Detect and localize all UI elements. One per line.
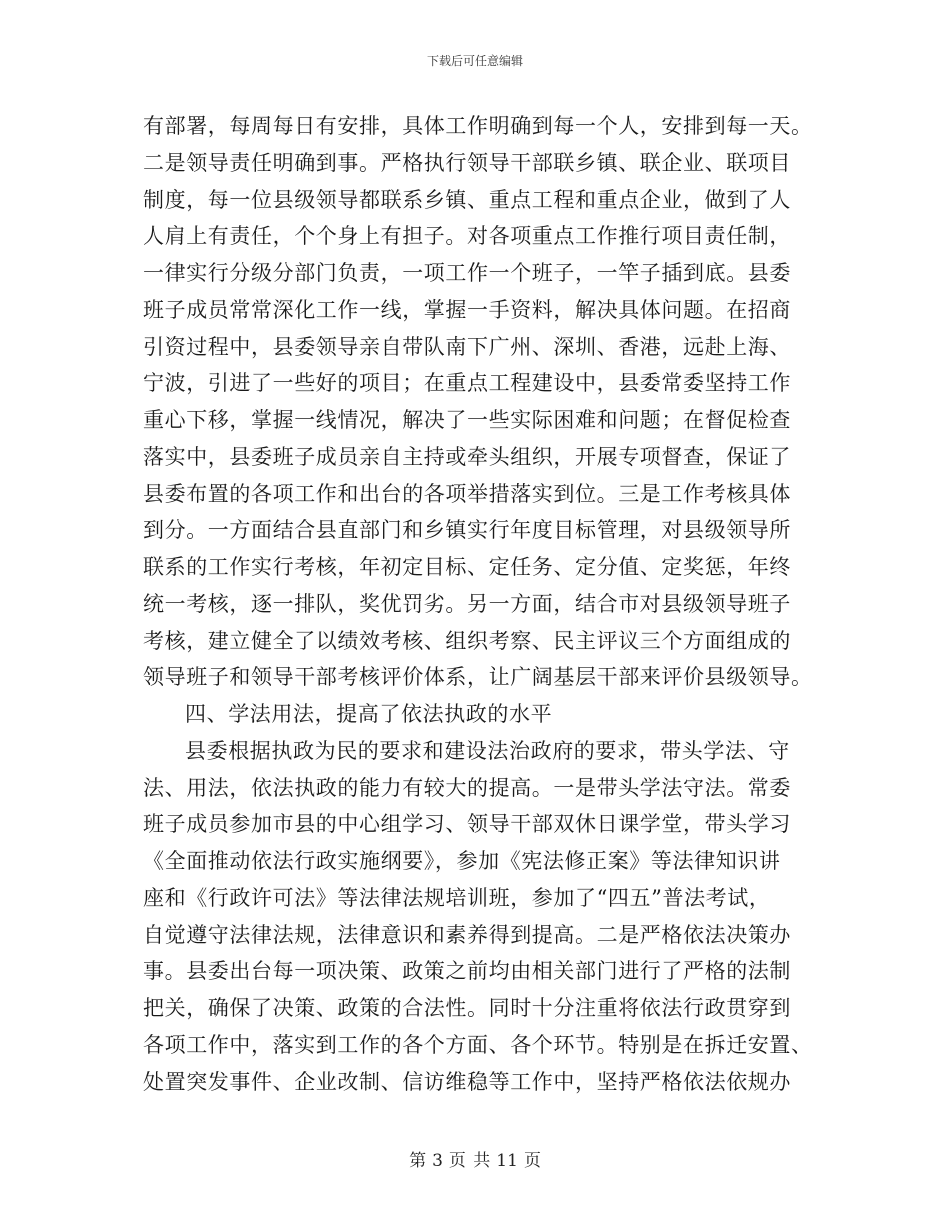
section-heading: 四、学法用法，提高了依法执政的水平 xyxy=(185,702,553,726)
document-body xyxy=(143,108,813,1100)
paragraph-line: 到分。一方面结合县直部门和乡镇实行年度目标管理，对县级领导所 xyxy=(143,518,791,543)
paragraph-line: 法、用法，依法执政的能力有较大的提高。一是带头学法守法。常委 xyxy=(143,775,791,800)
paragraph-line: 统一考核，逐一排队，奖优罚劣。另一方面，结合市对县级领导班子 xyxy=(143,591,791,616)
paragraph-line: 事。县委出台每一项决策、政策之前均由相关部门进行了严格的法制 xyxy=(143,959,791,984)
paragraph-line: 联系的工作实行考核，年初定目标、定任务、定分值、定奖惩，年终 xyxy=(143,555,791,579)
paragraph-line: 座和《行政许可法》等法律法规培训班，参加了“四五”普法考试， xyxy=(143,885,771,910)
paragraph-line: 县委根据执政为民的要求和建设法治政府的要求，带头学法、守 xyxy=(185,738,790,763)
paragraph-line: 《全面推动依法行政实施纲要》，参加《宪法修正案》等法律知识讲 xyxy=(143,849,781,873)
paragraph-line: 宁波，引进了一些好的项目；在重点工程建设中，县委常委坚持工作 xyxy=(143,371,791,396)
paragraph-line: 班子成员常常深化工作一线，掌握一手资料，解决具体问题。在招商 xyxy=(143,297,791,322)
paragraph-line: 有部署，每周每日有安排，具体工作明确到每一个人，安排到每一天。 xyxy=(143,114,813,138)
page-total: 11 xyxy=(496,1151,518,1171)
paragraph-line: 引资过程中，县委领导亲自带队南下广州、深圳、香港，远赴上海、 xyxy=(143,334,791,359)
paragraph-line: 一律实行分级分部门负责，一项工作一个班子，一竿子插到底。县委 xyxy=(143,261,791,285)
paragraph-line: 二是领导责任明确到事。严格执行领导干部联乡镇、联企业、联项目 xyxy=(143,150,791,175)
paragraph-line: 考核，建立健全了以绩效考核、组织考察、民主评议三个方面组成的 xyxy=(143,628,791,653)
page-separator: 页 共 xyxy=(448,1151,491,1171)
paragraph-line: 领导班子和领导干部考核评价体系，让广阔基层干部来评价县级领导。 xyxy=(143,665,813,690)
paragraph-line: 处置突发事件、企业改制、信访维稳等工作中，坚持严格依法依规办 xyxy=(143,1069,791,1094)
paragraph-line: 自觉遵守法律法规，法律意识和素养得到提高。二是严格依法决策办 xyxy=(143,922,791,947)
paragraph-line: 落实中，县委班子成员亲自主持或牵头组织，开展专项督查，保证了 xyxy=(143,444,791,469)
page-number: 3 xyxy=(432,1151,443,1171)
paragraph-line: 人肩上有责任，个个身上有担子。对各项重点工作推行项目责任制， xyxy=(143,224,791,249)
paragraph-line: 班子成员参加市县的中心组学习、领导干部双休日课学堂，带头学习 xyxy=(143,812,791,837)
paragraph-line: 县委布置的各项工作和出台的各项举措落实到位。三是工作考核具体 xyxy=(143,481,791,506)
paragraph-line: 各项工作中，落实到工作的各个方面、各个环节。特别是在拆迁安置、 xyxy=(143,1032,813,1057)
page-suffix: 页 xyxy=(523,1151,541,1171)
page-footer xyxy=(0,1151,950,1171)
paragraph-line: 重心下移，掌握一线情况，解决了一些实际困难和问题；在督促检查 xyxy=(143,408,791,432)
paragraph-line: 把关，确保了决策、政策的合法性。同时十分注重将依法行政贯穿到 xyxy=(143,996,791,1020)
page-header: 下载后可任意编辑 xyxy=(426,54,523,68)
paragraph-line: 制度，每一位县级领导都联系乡镇、重点工程和重点企业，做到了人 xyxy=(143,187,791,212)
page-prefix: 第 xyxy=(409,1151,427,1171)
